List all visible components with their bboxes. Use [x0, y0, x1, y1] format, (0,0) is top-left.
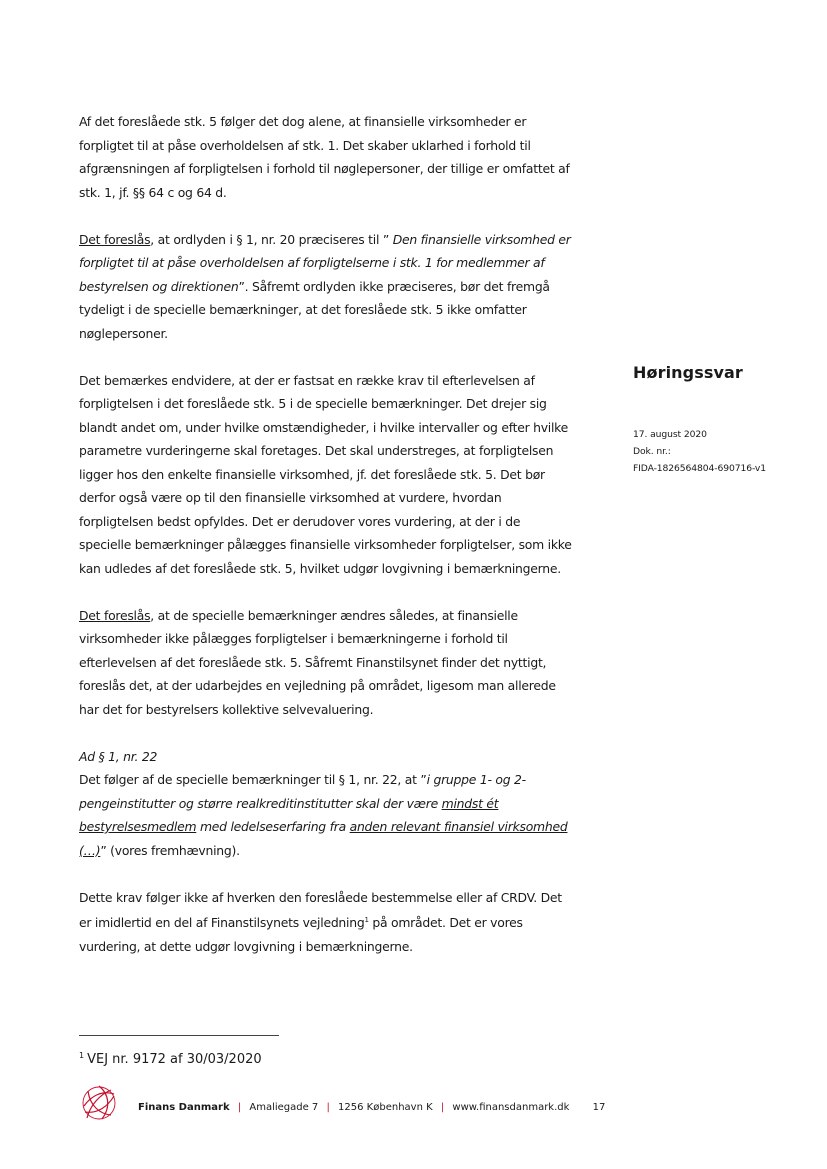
footer-website-link[interactable]: www.finansdanmark.dk: [452, 1102, 570, 1113]
quote-part-1: i gruppe 1- og 2-pengeinstitutter og større realkreditinstitutter skal der være: [79, 772, 526, 811]
footer-separator: |: [237, 1102, 242, 1113]
paragraph-6: [79, 886, 573, 959]
footer-separator: |: [326, 1102, 330, 1113]
letter-body: [79, 110, 573, 982]
paragraph-3: Det bemærkes endvidere, at der er fastsat en række krav til efterlevelsen af forpligtelsen i det foreslåede stk. 5 i de specielle bemærkninger. Det drejer sig blandt andet om, under hvilke omstændigheder, i hvilke intervaller og efter hvilke parametre vurderingerne skal foretages. Det skal understreges, at forpligtelsen ligger hos den enkelte finansielle virksomhed, jf. det foreslåede stk. 5. Det bør derfor også være op til den finansielle virksomhed at vurdere, hvordan forpligtelsen bedst opfyldes. Det er derudover vores vurdering, at der i de specielle bemærkninger pålægges finansielle virksomheder forpligtelser, som ikke kan udledes af det foreslåede stk. 5, hvilket udgør lovgivning i bemærkningerne.: [79, 372, 572, 576]
document-number: FIDA-1826564804-690716-v1: [633, 463, 766, 475]
proposal-lead: Det foreslås: [79, 231, 151, 247]
proposal-lead: Det foreslås: [79, 607, 151, 623]
quote-part-2: med ledelseserfaring fra: [196, 819, 350, 834]
document-meta-sidebar: [633, 362, 813, 478]
footnote-reference[interactable]: 1: [364, 916, 369, 924]
footnote-text: VEJ nr. 9172 af 30/03/2020: [87, 1052, 262, 1067]
section-heading: Ad § 1, nr. 22: [79, 748, 158, 764]
document-meta: [633, 426, 813, 478]
document-date: 17. august 2020: [633, 429, 707, 440]
footnote-divider: [79, 1035, 279, 1036]
paragraph-4: [79, 604, 573, 722]
footer-separator: |: [440, 1102, 445, 1113]
paragraph-4-text: , at de specielle bemærkninger ændres således, at finansielle virksomheder ikke pålægges forpligtelser i bemærkningerne i forhold til efterlevelsen af det foreslåede stk. 5. Såfremt Finanstilsynet finder det nyttigt, foreslås det, at der udarbejdes en vejledning på området, ligesom man allerede har det for bestyrelsers kollektive selvevaluering.: [79, 607, 556, 717]
page-footer: [138, 1101, 605, 1115]
paragraph-1: Af det foreslåede stk. 5 følger det dog alene, at finansielle virksomheder er forpligtet til at påse overholdelsen af stk. 1. Det skaber uklarhed i forhold til afgrænsningen af forpligtelsen i forhold til nøglepersoner, der tillige er omfattet af stk. 1, jf. §§ 64 c og 64 d.: [79, 114, 570, 200]
paragraph-6-text-b: på området. Det er vores vurdering, at dette udgør lovgivning i bemærkningerne.: [79, 915, 523, 954]
footnote: [79, 1047, 262, 1069]
page-number: 17: [592, 1102, 606, 1113]
footer-street: Amaliegade 7: [249, 1102, 319, 1113]
paragraph-2: [79, 228, 573, 346]
paragraph-5-text-a: Det følger af de specielle bemærkninger til § 1, nr. 22, at ”: [79, 772, 427, 787]
document-type-title: Høringssvar: [633, 363, 743, 382]
quote-emphasis-1: mindst ét: [441, 795, 499, 811]
footnote-number: 1: [79, 1051, 85, 1060]
footer-brand: Finans Danmark: [138, 1102, 230, 1113]
quote-emphasis-2: bestyrelsesmedlem: [79, 819, 197, 834]
footer-city: 1256 København K: [338, 1102, 433, 1113]
paragraph-5: [79, 745, 573, 863]
paragraph-5-text-b: ” (vores fremhævning).: [100, 842, 240, 858]
paragraph-2-text-a: , at ordlyden i § 1, nr. 20 præciseres til ”: [150, 231, 390, 247]
paragraph-6-text-a: Dette krav følger ikke af hverken den foreslåede bestemmelse eller af CRDV. Det er imidlertid en del af Finanstilsynets vejledning: [79, 889, 562, 931]
document-number-label: Dok. nr.:: [633, 446, 671, 458]
finans-danmark-logo-icon: [78, 1082, 120, 1124]
proposed-wording: Den finansielle virksomhed er forpligtet til at påse overholdelsen af forpligtelserne i stk. 1 for medlemmer af bestyrelsen og direktionen: [79, 231, 571, 294]
paragraph-2-text-b: ”. Såfremt ordlyden ikke præciseres, bør det fremgå tydeligt i de specielle bemærkninger, at det foreslåede stk. 5 ikke omfatter nøglepersoner.: [79, 278, 550, 341]
quote-emphasis-3: anden relevant finansiel virksomhed (…): [79, 819, 568, 858]
